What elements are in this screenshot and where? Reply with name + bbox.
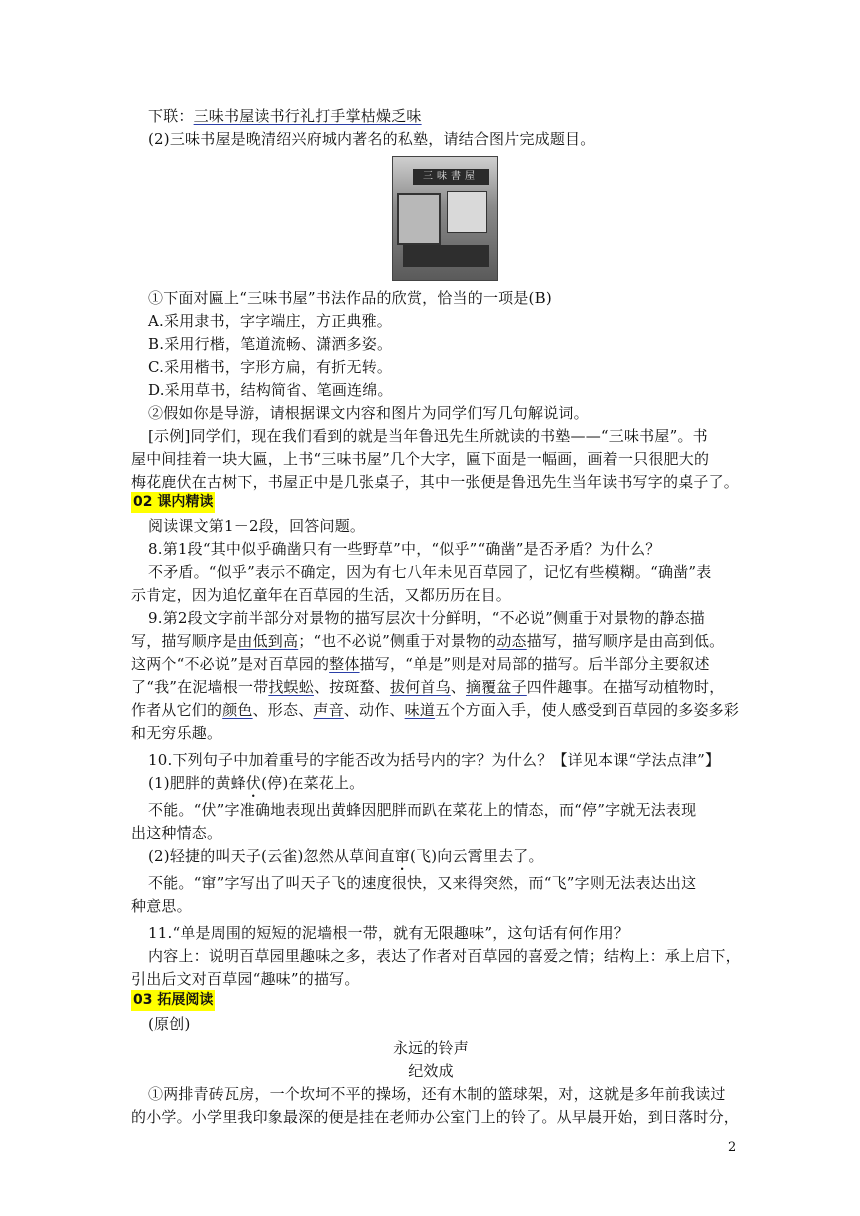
answer-line: 梅花鹿伏在古树下，书屋正中是几张桌子，其中一张便是鲁迅先生当年读书写字的桌子了。 [131,473,740,491]
text: 、 [450,678,466,696]
answer-line: [示例]同学们，现在我们看到的就是当年鲁迅先生所就读的书塾——“三味书屋”。书 [148,427,708,445]
answer-underline: 动态 [496,632,527,650]
sanwei-study-photo [392,156,498,281]
question-line [131,654,731,674]
text: ；“也不必说”侧重于对景物的 [298,632,497,650]
option-c: C.采用楷书，字形方扁，有折无转。 [148,358,393,376]
question-line: (2)三味书屋是晚清绍兴府城内著名的私塾，请结合图片完成题目。 [148,130,596,148]
text: 四件趣事。在描写动植物时， [526,678,725,696]
text: (2)轻捷的叫天子(云雀)忽然从草间直 [148,847,395,865]
desk-shape [403,245,489,267]
question-line: 8.第1段“其中似乎确凿只有一些野草”中，“似乎”“确凿”是否矛盾？为什么？ [148,540,661,558]
option-d: D.采用草书，结构简省、笔画连绵。 [148,381,393,399]
text: (1)肥胖的黄蜂 [148,774,246,792]
article-paragraph: ①两排青砖瓦房，一个坎坷不平的操场，还有木制的篮球架，对，这就是多年前我读过 [148,1085,726,1103]
page-number: 2 [728,1140,737,1155]
text: 、动作、 [343,701,405,719]
text: 这两个“不必说”是对百草园的 [131,655,330,673]
text: 五个方面入手，使人感受到百草园的多姿多彩 [435,701,740,719]
option-b: B.采用行楷，笔道流畅、潇洒多姿。 [148,335,393,353]
answer-line: 示肯定，因为追忆童年在百草园的生活，又都历历在目。 [131,586,512,604]
answer-underline: 找蜈蚣 [268,678,314,696]
answer-line: 内容上：说明百草园里趣味之多，表达了作者对百草园的喜爱之情；结构上：承上启下， [148,947,741,965]
answer-line: 不能。“窜”字写出了叫天子飞的速度很快，又来得突然，而“飞”字则无法表达出这 [148,874,697,892]
answer-line: 屋中间挂着一块大匾，上书“三味书屋”几个大字，匾下面是一幅画，画着一只很肥大的 [131,450,710,468]
answer-underline: 由低到高 [237,632,299,650]
answer-underline: 拔何首乌 [389,678,451,696]
section-heading: 03 拓展阅读 [131,990,215,1011]
question-line: 和无穷乐趣。 [131,724,223,742]
question-line: 11.“单是周围的短短的泥墙根一带，就有无限趣味”，这句话有何作用？ [148,924,629,942]
answer-underline: 三味书屋读书行礼打手掌枯燥乏味 [193,107,422,125]
emphasized-char: 窜 [394,847,410,865]
text: 描写，描写顺序是由高到低。 [526,632,725,650]
text: 了“我”在泥墙根一带 [131,678,269,696]
painting-shape [447,191,487,233]
article-title: 永远的铃声 [392,1039,469,1057]
source-note: (原创) [148,1015,191,1033]
instruction-line: 阅读课文第1－2段，回答问题。 [148,517,366,535]
text: 写，描写顺序是 [131,632,238,650]
question-line: ②假如你是导游，请根据课文内容和图片为同学们写几句解说词。 [148,404,589,422]
question-line: ①下面对匾上“三味书屋”书法作品的欣赏，恰当的一项是(B) [148,289,552,307]
answer-underline: 声音 [313,701,344,719]
answer-line: 不矛盾。“似乎”表示不确定，因为有七八年未见百草园了，记忆有些模糊。“确凿”表 [148,563,712,581]
window-shape [397,193,441,245]
question-line [131,677,731,697]
answer-line: 不能。“伏”字准确地表现出黄蜂因肥胖而趴在菜花上的情态，而“停”字就无法表现 [148,801,697,819]
text: 下联： [148,107,194,125]
plaque-text: 三味書屋 [413,169,489,185]
text: 、按斑蝥、 [313,678,390,696]
example-sentence [148,773,748,801]
emphasized-char: 伏 [245,774,262,792]
answer-line: 引出后文对百草园“趣味”的描写。 [131,970,360,988]
answer-underline: 摘覆盆子 [465,678,527,696]
example-sentence [148,846,748,874]
question-line [131,700,740,720]
answer-underline: 整体 [329,655,360,673]
text: (停)在菜花上。 [261,774,365,792]
answer-underline: 味道 [404,701,436,719]
answer-line: 种意思。 [131,897,192,915]
text: (飞)向云霄里去了。 [409,847,544,865]
question-line [131,631,731,651]
answer-line: 出这种情态。 [131,824,223,842]
text: 、形态、 [252,701,314,719]
question-line: 10.下列句子中加着重号的字能否改为括号内的字？为什么？【详见本课“学法点津”】 [148,751,721,769]
article-author: 纪效成 [408,1062,454,1080]
option-a: A.采用隶书，字字端庄，方正典雅。 [148,312,393,330]
question-line: 9.第2段文字前半部分对景物的描写层次十分鲜明，“不必说”侧重于对景物的静态描 [148,609,705,627]
couplet-line [148,106,748,126]
answer-underline: 颜色 [222,701,253,719]
section-heading: 02 课内精读 [131,492,215,513]
text: 描写，“单是”则是对局部的描写。后半部分主要叙述 [359,655,710,673]
article-paragraph: 的小学。小学里我印象最深的便是挂在老师办公室门上的铃了。从早晨开始，到日落时分， [131,1108,740,1126]
text: 作者从它们的 [131,701,223,719]
